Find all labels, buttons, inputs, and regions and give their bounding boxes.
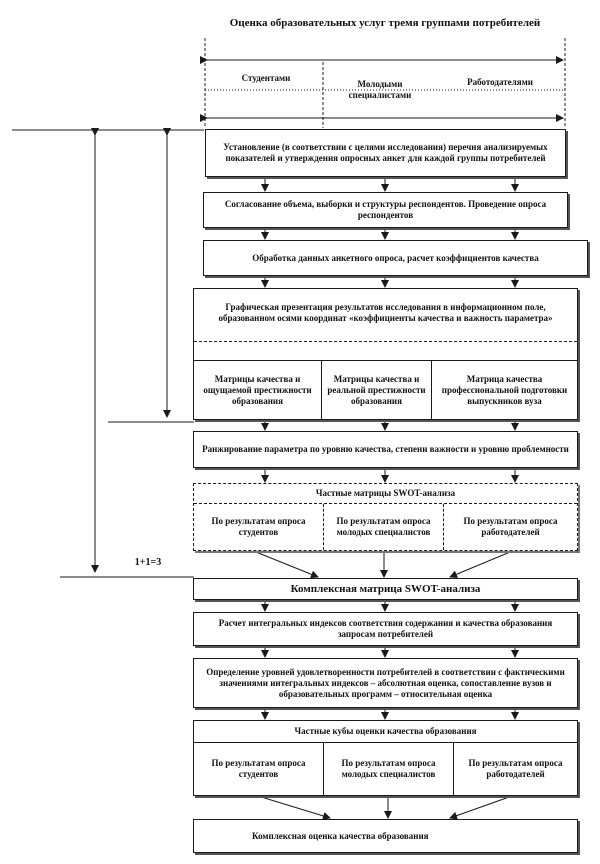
step-ranking <box>193 431 578 468</box>
step-sampling-survey <box>203 192 568 228</box>
swot-employers: По результатам опроса работодателей <box>463 516 558 537</box>
header-group-young-specialists: Молодыми специалистами <box>348 79 412 100</box>
step-4-text: Графическая презентация результатов исследования в информационном поле, образованном осями координат «коэффициенты качества и важность параметра» <box>218 302 553 323</box>
matrix-real-prestige: Матрицы качества и реальной престижности образования <box>322 361 432 419</box>
swot-students: По результатам опроса студентов <box>194 504 324 550</box>
cube-employers: По результатам опроса работодателей <box>468 758 563 779</box>
synergy-formula: 1+1=3 <box>134 557 162 568</box>
integral-indices <box>193 612 578 646</box>
step-9-text: Определение уровней удовлетворенности потребителей в соответствии с фактическими значениями интегральных индексов – абсолютная оценка, сопоставление вузов и образовательных программ – относительная оценка <box>206 666 565 699</box>
header-group-students: Студентами <box>241 73 291 83</box>
step-6-title: Частные матрицы SWOT-анализа <box>315 487 456 498</box>
step-5-text: Ранжирование параметра по уровню качества, степени важности и уровню проблемности <box>202 444 569 454</box>
step-4-divider <box>194 341 577 342</box>
step-10-title: Частные кубы оценки качества образования <box>294 726 477 736</box>
step-7-text: Комплексная матрица SWOT-анализа <box>290 582 481 595</box>
matrix-perceived-prestige: Матрицы качества и ощущаемой престижности образования <box>194 361 322 419</box>
header-group-employers: Работодателями <box>467 77 533 87</box>
step-8-text: Расчет интегральных индексов соответствия содержания и качества образования запросам потребителей <box>218 618 553 639</box>
diagram-title: Оценка образовательных услуг тремя группами потребителей <box>229 17 541 29</box>
step-11-text: Комплексная оценка качества образования <box>252 830 429 841</box>
partial-quality-cubes <box>193 720 578 796</box>
satisfaction-levels <box>193 658 578 708</box>
cube-students: По результатам опроса студентов <box>194 743 324 795</box>
step-3-text: Обработка данных анкетного опроса, расчет коэффициентов качества <box>252 252 539 263</box>
step-graphic-presentation <box>193 288 578 420</box>
partial-swot-matrices <box>193 483 578 551</box>
step-2-text: Согласование объема, выборки и структуры респондентов. Проведение опроса респондентов <box>224 199 547 220</box>
step-indicators-definition <box>205 129 566 177</box>
swot-young-specialists: По результатам опроса молодых специалистов <box>324 504 444 550</box>
cube-young-specialists: По результатам опроса молодых специалистов <box>324 743 454 795</box>
complex-quality-assessment <box>193 819 578 853</box>
complex-swot-matrix <box>193 578 578 600</box>
step-data-processing <box>203 240 588 276</box>
matrix-graduate-training: Матрица качества профессиональной подготовки выпускников вуза <box>441 373 568 406</box>
step-1-text: Установление (в соответствии с целями исследования) перечня анализируемых показателей и утверждения опросных анкет для каждой группы потребителей <box>223 142 548 163</box>
